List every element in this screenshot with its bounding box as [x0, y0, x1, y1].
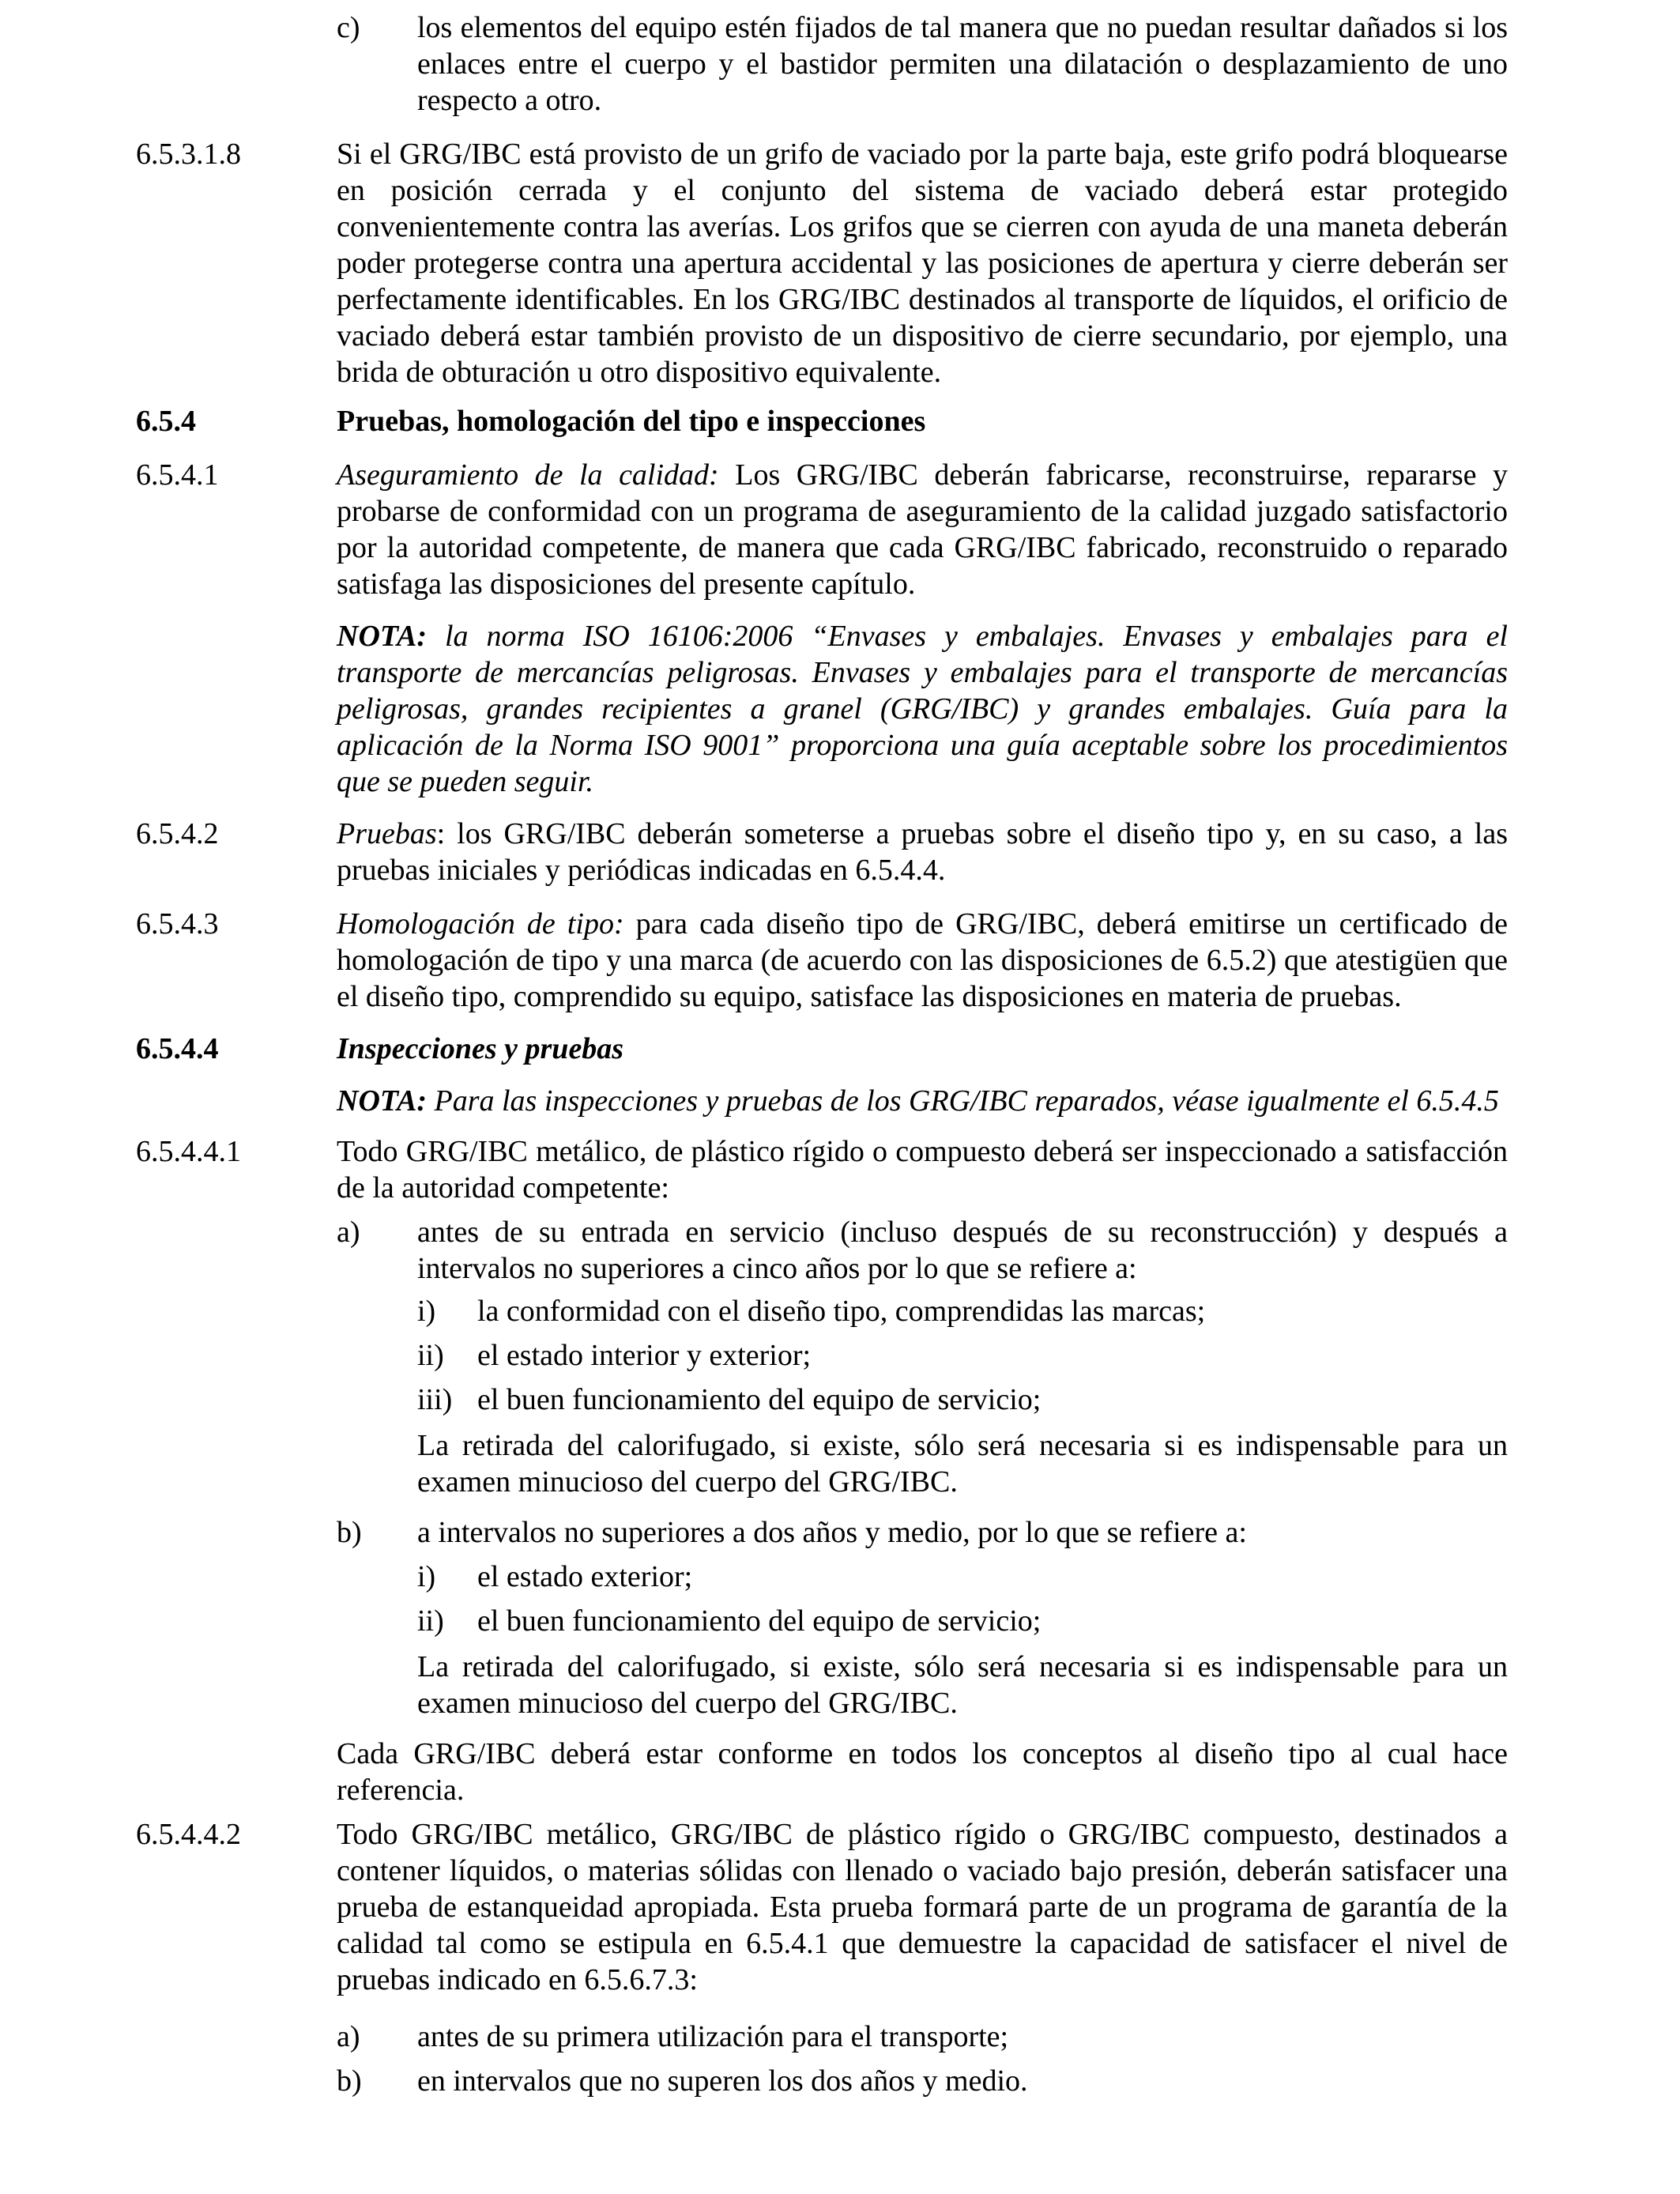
- item-c-label: c): [337, 11, 360, 44]
- section-6-5-4-title: Pruebas, homologación del tipo e inspecciones: [337, 405, 926, 438]
- item-b-label: b): [337, 1516, 362, 1549]
- item-a-i-label: i): [417, 1295, 436, 1328]
- item-a-iii-label: iii): [417, 1383, 453, 1416]
- section-6-5-4-4-1-text: Todo GRG/IBC metálico, de plástico rígido o compuesto deberá ser inspeccionado a satisfacción de la autoridad competente:: [337, 1135, 1508, 1204]
- item-b-label: b): [337, 2064, 362, 2098]
- item-a-ii-label: ii): [417, 1339, 444, 1372]
- section-6-5-4-2-text: [337, 816, 1508, 888]
- item-b-ii-text: el buen funcionamiento del equipo de servicio;: [477, 1604, 1042, 1638]
- section-6-5-4-4-1-number: 6.5.4.4.1: [136, 1135, 241, 1168]
- section-6-5-4-3-body: para cada diseño tipo de GRG/IBC, deberá emitirse un certificado de homologación de tipo y una marca (de acuerdo con las disposiciones de 6.5.2) que atestigüen que el diseño tipo, comprendido su equipo, satisface las disposiciones en materia de pruebas.: [337, 907, 1508, 1013]
- item-b-text: a intervalos no superiores a dos años y medio, por lo que se refiere a:: [417, 1516, 1247, 1549]
- section-6-5-4-3-number: 6.5.4.3: [136, 907, 219, 941]
- note-label: NOTA:: [337, 1084, 427, 1118]
- item-a-ii-text: el estado interior y exterior;: [477, 1339, 812, 1372]
- item-a-after-text: La retirada del calorifugado, si existe, sólo será necesaria si es indispensable para un examen minucioso del cuerpo del GRG/IBC.: [417, 1429, 1508, 1498]
- item-b-text: en intervalos que no superen los dos años y medio.: [417, 2064, 1028, 2098]
- section-6-5-4-3-text: [337, 906, 1508, 1015]
- section-6-5-4-4-title: Inspecciones y pruebas: [337, 1032, 624, 1065]
- item-c-text: los elementos del equipo estén fijados de tal manera que no puedan resultar dañados si los enlaces entre el cuerpo y el bastidor permiten una dilatación o desplazamiento de uno respecto a otro.: [417, 11, 1508, 117]
- item-a-iii-text: el buen funcionamiento del equipo de servicio;: [477, 1383, 1042, 1416]
- item-a-label: a): [337, 2020, 360, 2053]
- note-label: NOTA:: [337, 620, 427, 653]
- item-a-text: antes de su primera utilización para el transporte;: [417, 2020, 1009, 2053]
- section-6-5-4-2-body: : los GRG/IBC deberán someterse a pruebas sobre el diseño tipo y, en su caso, a las pruebas iniciales y periódicas indicadas en 6.5.4.4.: [337, 817, 1508, 887]
- item-b-i-text: el estado exterior;: [477, 1560, 693, 1593]
- section-6-5-4-4-2-number: 6.5.4.4.2: [136, 1818, 241, 1851]
- note-6-5-4-4: [337, 1083, 1508, 1119]
- section-6-5-4-4-1-closing: Cada GRG/IBC deberá estar conforme en todos los conceptos al diseño tipo al cual hace referencia.: [337, 1737, 1508, 1807]
- section-6-5-4-1-lead: Aseguramiento de la calidad:: [337, 458, 719, 492]
- note-text: Para las inspecciones y pruebas de los GRG/IBC reparados, véase igualmente el 6.5.4.5: [427, 1084, 1499, 1118]
- section-6-5-4-2-number: 6.5.4.2: [136, 817, 219, 850]
- section-6-5-4-1-number: 6.5.4.1: [136, 458, 219, 492]
- section-6-5-4-1-text: [337, 457, 1508, 602]
- section-6-5-4-1-body: Los GRG/IBC deberán fabricarse, reconstruirse, repararse y probarse de conformidad con un programa de aseguramiento de la calidad juzgado satisfactorio por la autoridad competente, de manera que cada GRG/IBC fabricado, reconstruido o reparado satisfaga las disposiciones del presente capítulo.: [337, 458, 1509, 601]
- section-6-5-3-1-8-text: Si el GRG/IBC está provisto de un grifo de vaciado por la parte baja, este grifo podrá bloquearse en posición cerrada y el conjunto del sistema de vaciado deberá estar protegido convenientemente contra las averías. Los grifos que se cierren con ayuda de una maneta deberán poder protegerse contra una apertura accidental y las posiciones de apertura y cierre deberán ser perfectamente identificables. En los GRG/IBC destinados al transporte de líquidos, el orificio de vaciado deberá estar también provisto de un dispositivo de cierre secundario, por ejemplo, una brida de obturación u otro dispositivo equivalente.: [337, 138, 1508, 389]
- item-a-text: antes de su entrada en servicio (incluso después de su reconstrucción) y después a intervalos no superiores a cinco años por lo que se refiere a:: [417, 1216, 1508, 1285]
- section-6-5-4-4-number: 6.5.4.4: [136, 1032, 219, 1065]
- item-a-label: a): [337, 1216, 360, 1249]
- item-a-i-text: la conformidad con el diseño tipo, comprendidas las marcas;: [477, 1295, 1206, 1328]
- section-6-5-3-1-8-number: 6.5.3.1.8: [136, 138, 241, 171]
- item-b-i-label: i): [417, 1560, 436, 1593]
- section-6-5-4-4-2-text: Todo GRG/IBC metálico, GRG/IBC de plástico rígido o GRG/IBC compuesto, destinados a contener líquidos, o materias sólidas con llenado o vaciado bajo presión, deberán satisfacer una prueba de estanqueidad apropiada. Esta prueba formará parte de un programa de garantía de la calidad tal como se estipula en 6.5.4.1 que demuestre la capacidad de satisfacer el nivel de pruebas indicado en 6.5.6.7.3:: [337, 1818, 1508, 1996]
- note-6-5-4-1: [337, 618, 1508, 800]
- section-6-5-4-2-lead: Pruebas: [337, 817, 437, 850]
- item-b-after-text: La retirada del calorifugado, si existe, sólo será necesaria si es indispensable para un examen minucioso del cuerpo del GRG/IBC.: [417, 1650, 1508, 1720]
- section-6-5-4-number: 6.5.4: [136, 405, 196, 438]
- section-6-5-4-3-lead: Homologación de tipo:: [337, 907, 624, 941]
- item-b-ii-label: ii): [417, 1604, 444, 1638]
- note-text: la norma ISO 16106:2006 “Envases y embalajes. Envases y embalajes para el transporte de mercancías peligrosas. Envases y embalajes para el transporte de mercancías peligrosas, grandes recipientes a granel (GRG/IBC) y grandes embalajes. Guía para la aplicación de la Norma ISO 9001” proporciona una guía aceptable sobre los procedimientos que se pueden seguir.: [337, 620, 1508, 798]
